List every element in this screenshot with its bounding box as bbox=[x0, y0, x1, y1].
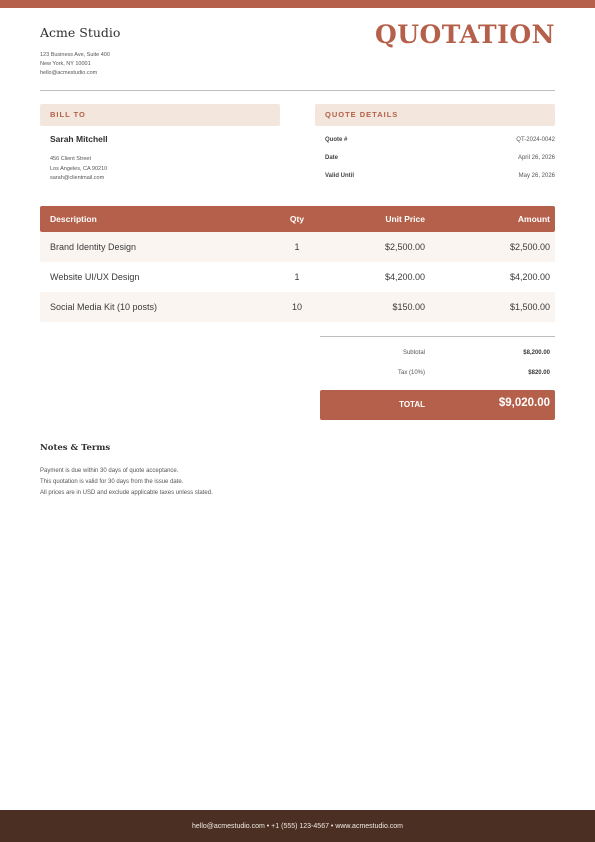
notes-line: This quotation is valid for 30 days from the issue date. bbox=[40, 479, 184, 485]
quote-details-heading: QUOTE DETAILS bbox=[315, 104, 555, 126]
quote-number-row bbox=[325, 137, 555, 147]
row-qty: 1 bbox=[294, 272, 300, 282]
company-address-line1: 123 Business Ave, Suite 400 bbox=[40, 52, 110, 58]
document-title: QUOTATION bbox=[374, 20, 555, 49]
tax-label: Tax (10%) bbox=[397, 370, 425, 376]
notes-line: Payment is due within 30 days of quote acceptance. bbox=[40, 468, 179, 474]
row-unit-price: $2,500.00 bbox=[384, 242, 425, 252]
total-value: $9,020.00 bbox=[498, 397, 550, 409]
row-unit-price: $150.00 bbox=[392, 302, 425, 312]
row-description: Social Media Kit (10 posts) bbox=[50, 302, 158, 312]
row-amount: $4,200.00 bbox=[509, 272, 550, 282]
table-row bbox=[40, 232, 555, 262]
header-description: Description bbox=[50, 214, 97, 224]
row-qty: 1 bbox=[294, 242, 300, 252]
notes-line: All prices are in USD and exclude applicable taxes unless stated. bbox=[40, 490, 213, 496]
row-description: Brand Identity Design bbox=[50, 242, 137, 252]
row-unit-price: $4,200.00 bbox=[384, 272, 425, 282]
header-amount: Amount bbox=[517, 214, 550, 224]
valid-until-row bbox=[325, 173, 555, 183]
grand-total-bar bbox=[320, 390, 555, 420]
client-address bbox=[50, 155, 107, 184]
notes-body bbox=[40, 466, 213, 499]
row-amount: $2,500.00 bbox=[509, 242, 550, 252]
client-email: sarah@clientmail.com bbox=[50, 175, 105, 181]
table-row bbox=[40, 262, 555, 292]
totals-divider bbox=[320, 336, 555, 337]
valid-until-label: Valid Until bbox=[325, 173, 355, 179]
company-name: Acme Studio bbox=[40, 25, 121, 40]
header-unit-price: Unit Price bbox=[385, 214, 425, 224]
company-address bbox=[40, 51, 110, 78]
subtotal-label: Subtotal bbox=[402, 350, 425, 356]
quote-date-value: April 26, 2026 bbox=[517, 155, 555, 161]
row-description: Website UI/UX Design bbox=[50, 272, 140, 282]
company-address-line2: New York, NY 10001 bbox=[40, 61, 91, 67]
quote-number-value: QT-2024-0042 bbox=[516, 137, 555, 143]
quote-date-label: Date bbox=[325, 155, 339, 161]
valid-until-value: May 26, 2026 bbox=[518, 173, 555, 179]
bill-to-heading: BILL TO bbox=[40, 104, 280, 126]
tax-row bbox=[320, 370, 555, 380]
quote-number-label: Quote # bbox=[325, 137, 348, 143]
client-address-line2: Los Angeles, CA 90210 bbox=[50, 165, 108, 172]
company-email: hello@acmestudio.com bbox=[40, 70, 98, 76]
total-label: TOTAL bbox=[399, 400, 425, 409]
subtotal-value: $8,200.00 bbox=[523, 350, 550, 356]
notes-title: Notes & Terms bbox=[40, 443, 111, 453]
tax-value: $820.00 bbox=[528, 370, 550, 376]
subtotal-row bbox=[320, 350, 555, 360]
quote-date-row bbox=[325, 155, 555, 165]
items-table bbox=[40, 206, 555, 322]
items-table-header bbox=[40, 206, 555, 232]
header-qty: Qty bbox=[289, 214, 305, 224]
footer-contact: hello@acmestudio.com • +1 (555) 123-4567 • www.acmestudio.com bbox=[0, 810, 595, 842]
row-amount: $1,500.00 bbox=[509, 302, 550, 312]
header-divider bbox=[40, 90, 555, 91]
client-address-line1: 456 Client Street bbox=[50, 156, 91, 162]
client-name: Sarah Mitchell bbox=[50, 134, 108, 144]
table-row bbox=[40, 292, 555, 322]
row-qty: 10 bbox=[291, 302, 302, 312]
top-accent-band bbox=[0, 0, 595, 8]
